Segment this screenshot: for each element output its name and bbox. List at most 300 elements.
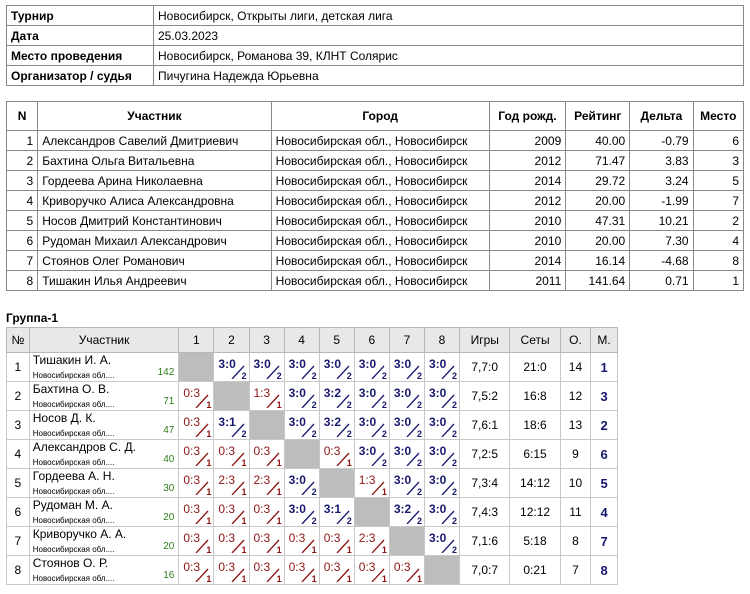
match-result-cell[interactable]	[214, 556, 249, 585]
grid-header-cell: О.	[560, 328, 590, 353]
match-score: 0:3	[358, 560, 376, 574]
match-score: 2:3	[253, 473, 271, 487]
match-result-cell[interactable]	[249, 527, 284, 556]
match-points: 2	[416, 516, 422, 526]
info-row	[7, 46, 744, 66]
match-result-cell[interactable]	[354, 469, 389, 498]
match-score: 3:0	[358, 357, 377, 371]
match-points: 1	[276, 545, 282, 555]
match-points: 1	[206, 574, 212, 584]
group-title: Группа-1	[6, 311, 59, 325]
player-cell: -4.68	[630, 251, 693, 271]
match-points: 2	[346, 429, 352, 439]
participant-name: Александров С. Д.	[32, 439, 136, 454]
player-cell: 2010	[489, 211, 566, 231]
grid-sets: 21:0	[510, 353, 560, 382]
participant-name: Носов Д. К.	[32, 410, 96, 425]
grid-row-number: 8	[7, 556, 30, 585]
match-result-cell[interactable]	[249, 382, 284, 411]
player-row	[7, 211, 744, 231]
match-score: 0:3	[183, 444, 200, 458]
match-points: 1	[206, 516, 212, 526]
match-result-cell[interactable]	[179, 527, 214, 556]
participant-city: Новосибирская обл....	[32, 573, 115, 583]
match-result-cell[interactable]	[424, 440, 459, 469]
grid-points: 7	[560, 556, 590, 585]
match-result-cell[interactable]	[319, 411, 354, 440]
match-points: 1	[241, 487, 247, 497]
player-cell: 7	[7, 251, 38, 271]
match-points: 2	[346, 371, 352, 381]
player-cell: 2	[693, 211, 743, 231]
grid-header-cell: №	[7, 328, 30, 353]
match-score: 3:2	[393, 502, 412, 516]
player-cell: 2011	[489, 271, 566, 291]
player-cell: 141.64	[566, 271, 630, 291]
player-cell: Тишакин Илья Андреевич	[38, 271, 271, 291]
match-result-cell[interactable]	[319, 353, 354, 382]
grid-diagonal-cell	[424, 556, 459, 585]
match-score: 2:3	[358, 531, 376, 545]
match-result-cell[interactable]	[284, 382, 319, 411]
match-points: 1	[346, 574, 352, 584]
match-result-cell[interactable]	[179, 411, 214, 440]
player-cell: 2012	[489, 151, 566, 171]
match-result-cell[interactable]	[284, 527, 319, 556]
player-cell: 16.14	[566, 251, 630, 271]
match-result-cell[interactable]	[179, 382, 214, 411]
match-score: 3:0	[393, 444, 412, 458]
player-cell: Новосибирская обл., Новосибирск	[271, 251, 489, 271]
match-score: 3:0	[288, 386, 306, 400]
player-cell: -1.99	[630, 191, 693, 211]
match-score: 0:3	[183, 415, 200, 429]
match-points: 1	[206, 545, 212, 555]
match-points: 2	[381, 371, 387, 381]
match-result-cell[interactable]	[424, 382, 459, 411]
grid-row-number: 1	[7, 353, 30, 382]
player-cell: Стоянов Олег Романович	[38, 251, 271, 271]
player-row	[7, 191, 744, 211]
player-cell: 2	[7, 151, 38, 171]
match-score: 3:0	[428, 531, 447, 545]
participant-city: Новосибирская обл....	[32, 399, 115, 409]
player-cell: 7	[693, 191, 743, 211]
grid-header-cell: М.	[591, 328, 618, 353]
grid-place: 3	[591, 382, 618, 411]
grid-participant	[29, 556, 179, 585]
grid-row	[7, 353, 618, 382]
match-result-cell[interactable]	[284, 556, 319, 585]
grid-header-cell: 8	[424, 328, 459, 353]
grid-sets: 12:12	[510, 498, 560, 527]
player-row	[7, 251, 744, 271]
participant-rating: 20	[163, 512, 175, 523]
grid-games: 7,0:7	[460, 556, 510, 585]
match-points: 1	[381, 574, 387, 584]
player-cell: Новосибирская обл., Новосибирск	[271, 271, 489, 291]
player-cell: 2010	[489, 231, 566, 251]
match-points: 2	[311, 516, 317, 526]
grid-header-cell: Сеты	[510, 328, 560, 353]
match-points: 1	[241, 458, 247, 468]
player-cell: Криворучко Алиса Александровна	[38, 191, 271, 211]
grid-diagonal-cell	[354, 498, 389, 527]
match-result-cell[interactable]	[424, 469, 459, 498]
match-result-cell[interactable]	[319, 440, 354, 469]
match-score: 0:3	[183, 531, 200, 545]
grid-points: 13	[560, 411, 590, 440]
match-score: 3:0	[428, 473, 447, 487]
player-cell: 2014	[489, 251, 566, 271]
grid-points: 10	[560, 469, 590, 498]
participant-city: Новосибирская обл....	[32, 428, 115, 438]
match-result-cell[interactable]	[354, 556, 389, 585]
player-cell: Александров Савелий Дмитриевич	[38, 131, 271, 151]
match-points: 2	[381, 400, 387, 410]
match-points: 2	[416, 371, 422, 381]
match-score: 3:0	[428, 357, 447, 371]
grid-participant	[29, 527, 179, 556]
match-points: 2	[241, 371, 247, 381]
grid-row	[7, 411, 618, 440]
grid-sets: 0:21	[510, 556, 560, 585]
grid-participant	[29, 411, 179, 440]
match-points: 2	[311, 400, 317, 410]
participant-rating: 71	[163, 396, 175, 407]
grid-header-cell: 4	[284, 328, 319, 353]
participant-name: Рудоман М. А.	[32, 497, 113, 512]
player-cell: 5	[7, 211, 38, 231]
participant-name: Стоянов О. Р.	[32, 555, 109, 570]
grid-row	[7, 440, 618, 469]
grid-row-number: 6	[7, 498, 30, 527]
match-result-cell[interactable]	[389, 382, 424, 411]
match-result-cell[interactable]	[389, 498, 424, 527]
player-cell: 7.30	[630, 231, 693, 251]
grid-games: 7,3:4	[460, 469, 510, 498]
player-cell: Новосибирская обл., Новосибирск	[271, 191, 489, 211]
match-score: 0:3	[288, 560, 306, 574]
grid-header-cell: 7	[389, 328, 424, 353]
players-header-cell: Город	[271, 102, 489, 131]
match-score: 0:3	[218, 531, 236, 545]
grid-row	[7, 498, 618, 527]
match-result-cell[interactable]	[389, 469, 424, 498]
match-points: 1	[206, 400, 212, 410]
match-result-cell[interactable]	[424, 353, 459, 382]
grid-games: 7,5:2	[460, 382, 510, 411]
match-result-cell[interactable]	[214, 440, 249, 469]
match-score: 3:0	[358, 386, 377, 400]
match-score: 3:0	[393, 415, 412, 429]
match-result-cell[interactable]	[214, 527, 249, 556]
match-result-cell[interactable]	[249, 469, 284, 498]
match-score: 0:3	[183, 473, 200, 487]
player-cell: -0.79	[630, 131, 693, 151]
player-cell: 3.24	[630, 171, 693, 191]
player-cell: 8	[7, 271, 38, 291]
match-points: 1	[276, 516, 282, 526]
grid-row-number: 5	[7, 469, 30, 498]
match-score: 3:0	[288, 502, 306, 516]
match-result-cell[interactable]	[214, 469, 249, 498]
participant-city: Новосибирская обл....	[32, 486, 115, 496]
match-result-cell[interactable]	[389, 556, 424, 585]
match-result-cell[interactable]	[249, 556, 284, 585]
player-cell: 1	[7, 131, 38, 151]
match-score: 0:3	[288, 531, 306, 545]
match-points: 2	[452, 545, 458, 555]
match-result-cell[interactable]	[389, 353, 424, 382]
participant-rating: 47	[163, 425, 175, 436]
grid-row	[7, 527, 618, 556]
player-cell: 0.71	[630, 271, 693, 291]
player-cell: 20.00	[566, 191, 630, 211]
player-cell: 3.83	[630, 151, 693, 171]
match-result-cell[interactable]	[214, 353, 249, 382]
info-key: Место проведения	[7, 46, 154, 66]
grid-diagonal-cell	[389, 527, 424, 556]
match-score: 0:3	[393, 560, 411, 574]
match-result-cell[interactable]	[249, 353, 284, 382]
match-result-cell[interactable]	[179, 556, 214, 585]
tournament-info-table	[6, 5, 744, 86]
match-result-cell[interactable]	[249, 440, 284, 469]
match-score: 3:0	[288, 473, 306, 487]
grid-diagonal-cell	[179, 353, 214, 382]
match-score: 0:3	[183, 386, 200, 400]
match-points: 1	[206, 458, 212, 468]
info-value: 25.03.2023	[154, 26, 744, 46]
match-score: 0:3	[218, 560, 236, 574]
match-points: 1	[416, 574, 422, 584]
grid-row-number: 2	[7, 382, 30, 411]
match-result-cell[interactable]	[424, 411, 459, 440]
match-result-cell[interactable]	[319, 498, 354, 527]
grid-header-cell: 2	[214, 328, 249, 353]
match-points: 1	[311, 545, 317, 555]
match-score: 0:3	[323, 444, 341, 458]
player-cell: 3	[7, 171, 38, 191]
player-cell: 47.31	[566, 211, 630, 231]
match-result-cell[interactable]	[249, 498, 284, 527]
match-result-cell[interactable]	[319, 527, 354, 556]
match-score: 0:3	[218, 444, 236, 458]
grid-row	[7, 382, 618, 411]
info-value: Новосибирск, Романова 39, КЛНТ Солярис	[154, 46, 744, 66]
info-key: Турнир	[7, 6, 154, 26]
match-points: 1	[381, 487, 387, 497]
match-result-cell[interactable]	[424, 498, 459, 527]
match-points: 2	[416, 429, 422, 439]
match-result-cell[interactable]	[179, 498, 214, 527]
match-points: 1	[241, 545, 247, 555]
match-result-cell[interactable]	[214, 411, 249, 440]
participant-rating: 30	[163, 483, 175, 494]
participant-city: Новосибирская обл....	[32, 515, 115, 525]
match-score: 0:3	[253, 502, 271, 516]
match-result-cell[interactable]	[354, 411, 389, 440]
player-cell: 2009	[489, 131, 566, 151]
match-points: 2	[381, 429, 387, 439]
player-cell: 4	[693, 231, 743, 251]
grid-diagonal-cell	[249, 411, 284, 440]
match-points: 2	[346, 400, 352, 410]
player-cell: 71.47	[566, 151, 630, 171]
match-result-cell[interactable]	[354, 440, 389, 469]
match-points: 2	[311, 371, 317, 381]
match-result-cell[interactable]	[354, 382, 389, 411]
player-cell: Новосибирская обл., Новосибирск	[271, 151, 489, 171]
match-points: 2	[276, 371, 282, 381]
player-row	[7, 231, 744, 251]
player-cell: Новосибирская обл., Новосибирск	[271, 171, 489, 191]
match-score: 3:0	[323, 357, 342, 371]
grid-participant	[29, 440, 179, 469]
grid-row	[7, 469, 618, 498]
player-cell: Новосибирская обл., Новосибирск	[271, 231, 489, 251]
match-result-cell[interactable]	[214, 498, 249, 527]
grid-sets: 5:18	[510, 527, 560, 556]
match-result-cell[interactable]	[354, 353, 389, 382]
grid-row	[7, 556, 618, 585]
info-row	[7, 66, 744, 86]
grid-header-cell: Игры	[460, 328, 510, 353]
players-header-cell: Год рожд.	[489, 102, 566, 131]
player-cell: 1	[693, 271, 743, 291]
grid-diagonal-cell	[214, 382, 249, 411]
grid-points: 8	[560, 527, 590, 556]
match-points: 1	[346, 545, 352, 555]
match-result-cell[interactable]	[424, 527, 459, 556]
participant-rating: 142	[157, 367, 175, 378]
grid-header-cell: 3	[249, 328, 284, 353]
grid-place: 4	[591, 498, 618, 527]
match-score: 3:0	[288, 415, 306, 429]
match-result-cell[interactable]	[389, 411, 424, 440]
participant-city: Новосибирская обл....	[32, 544, 115, 554]
match-points: 1	[241, 574, 247, 584]
match-points: 2	[416, 458, 422, 468]
match-score: 3:0	[428, 502, 447, 516]
player-row	[7, 171, 744, 191]
grid-participant	[29, 498, 179, 527]
grid-sets: 18:6	[510, 411, 560, 440]
match-score: 3:0	[253, 357, 271, 371]
grid-points: 14	[560, 353, 590, 382]
participant-name: Тишакин И. А.	[32, 352, 112, 367]
players-header-cell: N	[7, 102, 38, 131]
player-cell: 2012	[489, 191, 566, 211]
info-value: Новосибирск, Открыты лиги, детская лига	[154, 6, 744, 26]
grid-header-cell: 1	[179, 328, 214, 353]
grid-place: 7	[591, 527, 618, 556]
match-score: 0:3	[183, 502, 200, 516]
match-result-cell[interactable]	[354, 527, 389, 556]
match-result-cell[interactable]	[319, 382, 354, 411]
match-points: 2	[416, 487, 422, 497]
grid-place: 5	[591, 469, 618, 498]
player-row	[7, 271, 744, 291]
match-result-cell[interactable]	[284, 498, 319, 527]
player-cell: Новосибирская обл., Новосибирск	[271, 131, 489, 151]
grid-participant	[29, 382, 179, 411]
match-result-cell[interactable]	[284, 469, 319, 498]
info-key: Организатор / судья	[7, 66, 154, 86]
match-points: 1	[311, 574, 317, 584]
player-cell: 5	[693, 171, 743, 191]
participant-rating: 16	[163, 570, 175, 581]
participant-name: Гордеева А. Н.	[32, 468, 115, 483]
match-score: 0:3	[323, 531, 341, 545]
match-result-cell[interactable]	[179, 469, 214, 498]
match-score: 3:0	[358, 444, 377, 458]
match-score: 0:3	[253, 531, 271, 545]
player-cell: 2014	[489, 171, 566, 191]
player-cell: 3	[693, 151, 743, 171]
match-result-cell[interactable]	[319, 556, 354, 585]
match-score: 0:3	[183, 560, 200, 574]
match-score: 3:0	[393, 357, 412, 371]
player-cell: 4	[7, 191, 38, 211]
match-result-cell[interactable]	[389, 440, 424, 469]
players-header-cell: Рейтинг	[566, 102, 630, 131]
grid-row-number: 3	[7, 411, 30, 440]
player-cell: 10.21	[630, 211, 693, 231]
grid-participant	[29, 353, 179, 382]
player-cell: 6	[7, 231, 38, 251]
match-points: 1	[276, 487, 282, 497]
match-points: 1	[346, 458, 352, 468]
info-key: Дата	[7, 26, 154, 46]
grid-points: 12	[560, 382, 590, 411]
grid-games: 7,6:1	[460, 411, 510, 440]
match-score: 0:3	[323, 560, 341, 574]
participant-rating: 40	[163, 454, 175, 465]
match-points: 2	[452, 516, 458, 526]
match-result-cell[interactable]	[179, 440, 214, 469]
match-score: 3:0	[428, 444, 447, 458]
match-points: 2	[416, 400, 422, 410]
player-cell: Рудоман Михаил Александрович	[38, 231, 271, 251]
grid-games: 7,7:0	[460, 353, 510, 382]
players-table	[6, 101, 744, 291]
match-score: 3:1	[218, 415, 236, 429]
info-row	[7, 26, 744, 46]
player-cell: 20.00	[566, 231, 630, 251]
grid-games: 7,4:3	[460, 498, 510, 527]
match-score: 3:0	[428, 386, 447, 400]
match-score: 0:3	[253, 560, 271, 574]
player-row	[7, 131, 744, 151]
grid-header-cell: 6	[354, 328, 389, 353]
match-score: 3:2	[323, 415, 342, 429]
player-cell: 40.00	[566, 131, 630, 151]
grid-games: 7,2:5	[460, 440, 510, 469]
info-row	[7, 6, 744, 26]
match-points: 1	[381, 545, 387, 555]
match-points: 2	[381, 458, 387, 468]
grid-sets: 14:12	[510, 469, 560, 498]
grid-header-cell: 5	[319, 328, 354, 353]
participant-name: Бахтина О. В.	[32, 381, 110, 396]
match-result-cell[interactable]	[284, 411, 319, 440]
match-score: 1:3	[358, 473, 376, 487]
match-points: 1	[206, 429, 212, 439]
match-score: 0:3	[253, 444, 271, 458]
match-result-cell[interactable]	[284, 353, 319, 382]
